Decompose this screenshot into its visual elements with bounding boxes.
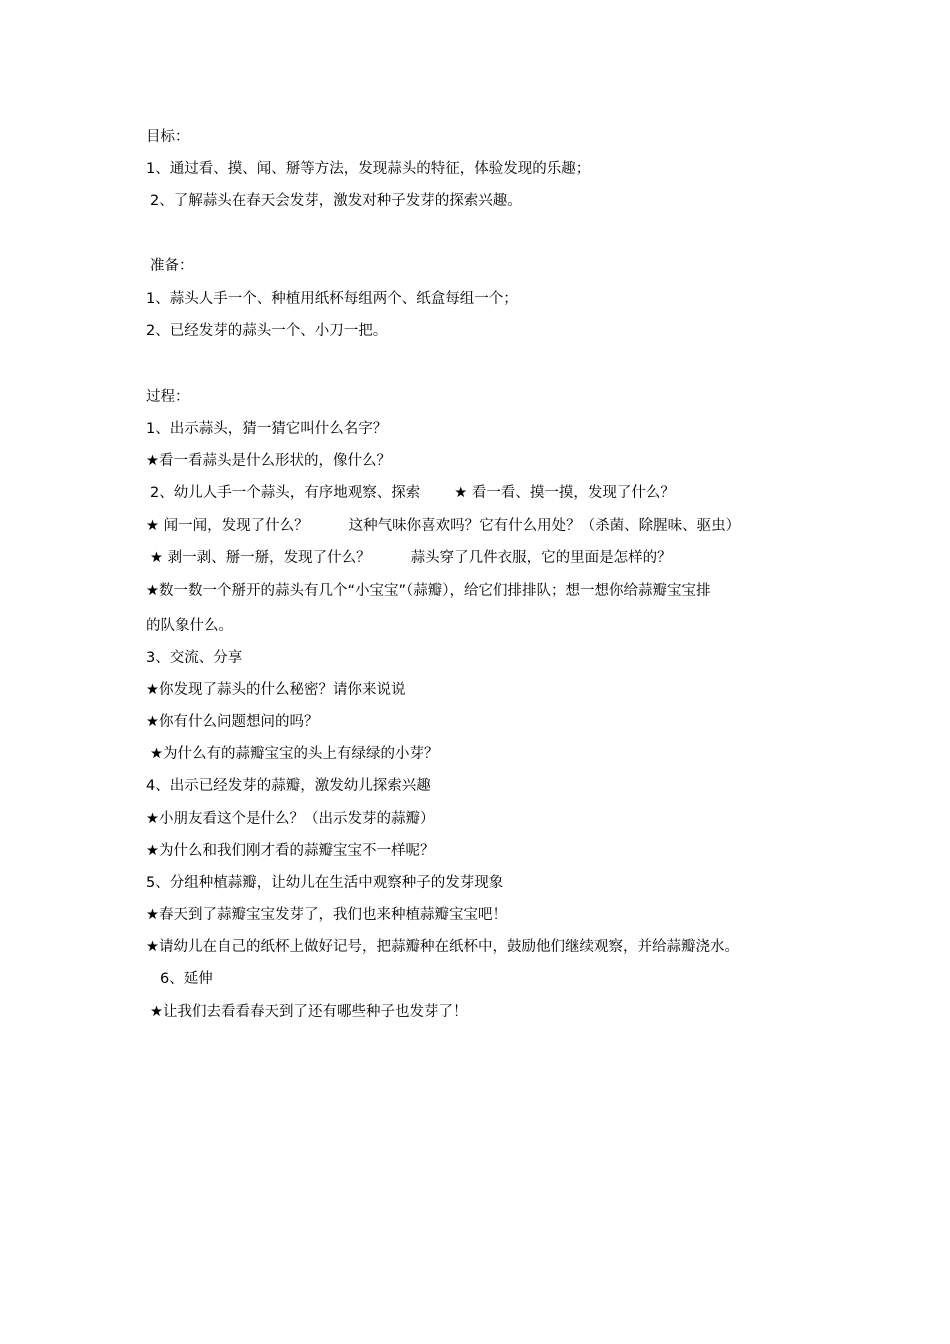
preparation-item-1: 1、蒜头人手一个、种植用纸杯每组两个、纸盒每组一个； xyxy=(146,291,518,307)
process-bullet: ★你有什么问题想问的吗？ xyxy=(146,714,319,730)
process-bullet: ★你发现了蒜头的什么秘密？请你来说说 xyxy=(146,682,406,698)
process-bullet: ★为什么和我们刚才看的蒜瓣宝宝不一样呢？ xyxy=(146,843,435,859)
process-bullet: ★小朋友看这个是什么？（出示发芽的蒜瓣） xyxy=(146,811,435,827)
process-bullet: ★请幼儿在自己的纸杯上做好记号，把蒜瓣种在纸杯中，鼓励他们继续观察，并给蒜瓣浇水。 xyxy=(146,939,739,955)
process-step-2 xyxy=(150,483,675,503)
process-bullet: ★ 闻一闻，发现了什么？ xyxy=(146,518,309,534)
process-step-2-text: 2、幼儿人手一个蒜头，有序地观察、探索 xyxy=(150,485,421,501)
process-heading: 过程： xyxy=(146,389,190,405)
process-step-3: 3、交流、分享 xyxy=(146,650,243,666)
preparation-item-2: 2、已经发芽的蒜头一个、小刀一把。 xyxy=(146,323,388,339)
process-bullet-continued: 的队象什么。 xyxy=(146,618,233,634)
goals-heading: 目标： xyxy=(146,129,190,145)
process-step-4: 4、出示已经发芽的蒜瓣，激发幼儿探索兴趣 xyxy=(146,778,431,794)
process-bullet: ★春天到了蒜瓣宝宝发芽了，我们也来种植蒜瓣宝宝吧！ xyxy=(146,907,507,923)
process-step-6: 6、延伸 xyxy=(160,971,213,987)
process-bullet: ★ 剥一剥、掰一掰，发现了什么？ xyxy=(150,550,371,566)
process-bullet: ★让我们去看看春天到了还有哪些种子也发芽了！ xyxy=(150,1004,468,1020)
goal-item-2: 2、了解蒜头在春天会发芽，激发对种子发芽的探索兴趣。 xyxy=(150,193,522,209)
process-question: 这种气味你喜欢吗？它有什么用处？（杀菌、除腥味、驱虫） xyxy=(348,518,741,534)
process-bullet: ★ 看一看、摸一摸，发现了什么？ xyxy=(454,485,675,501)
process-peel-line xyxy=(150,548,672,568)
goal-item-1: 1、通过看、摸、闻、掰等方法，发现蒜头的特征，体验发现的乐趣； xyxy=(146,161,591,177)
process-bullet: ★看一看蒜头是什么形状的，像什么？ xyxy=(146,453,391,469)
process-question: 蒜头穿了几件衣服，它的里面是怎样的？ xyxy=(410,550,672,566)
process-smell-line xyxy=(146,516,740,536)
preparation-heading: 准备： xyxy=(150,258,194,274)
process-bullet: ★数一数一个掰开的蒜头有几个“小宝宝”（蒜瓣），给它们排排队；想一想你给蒜瓣宝宝排 xyxy=(146,583,711,599)
process-bullet: ★为什么有的蒜瓣宝宝的头上有绿绿的小芽？ xyxy=(150,746,439,762)
process-step-5: 5、分组种植蒜瓣，让幼儿在生活中观察种子的发芽现象 xyxy=(146,875,504,891)
process-step-1: 1、出示蒜头，猜一猜它叫什么名字？ xyxy=(146,421,388,437)
